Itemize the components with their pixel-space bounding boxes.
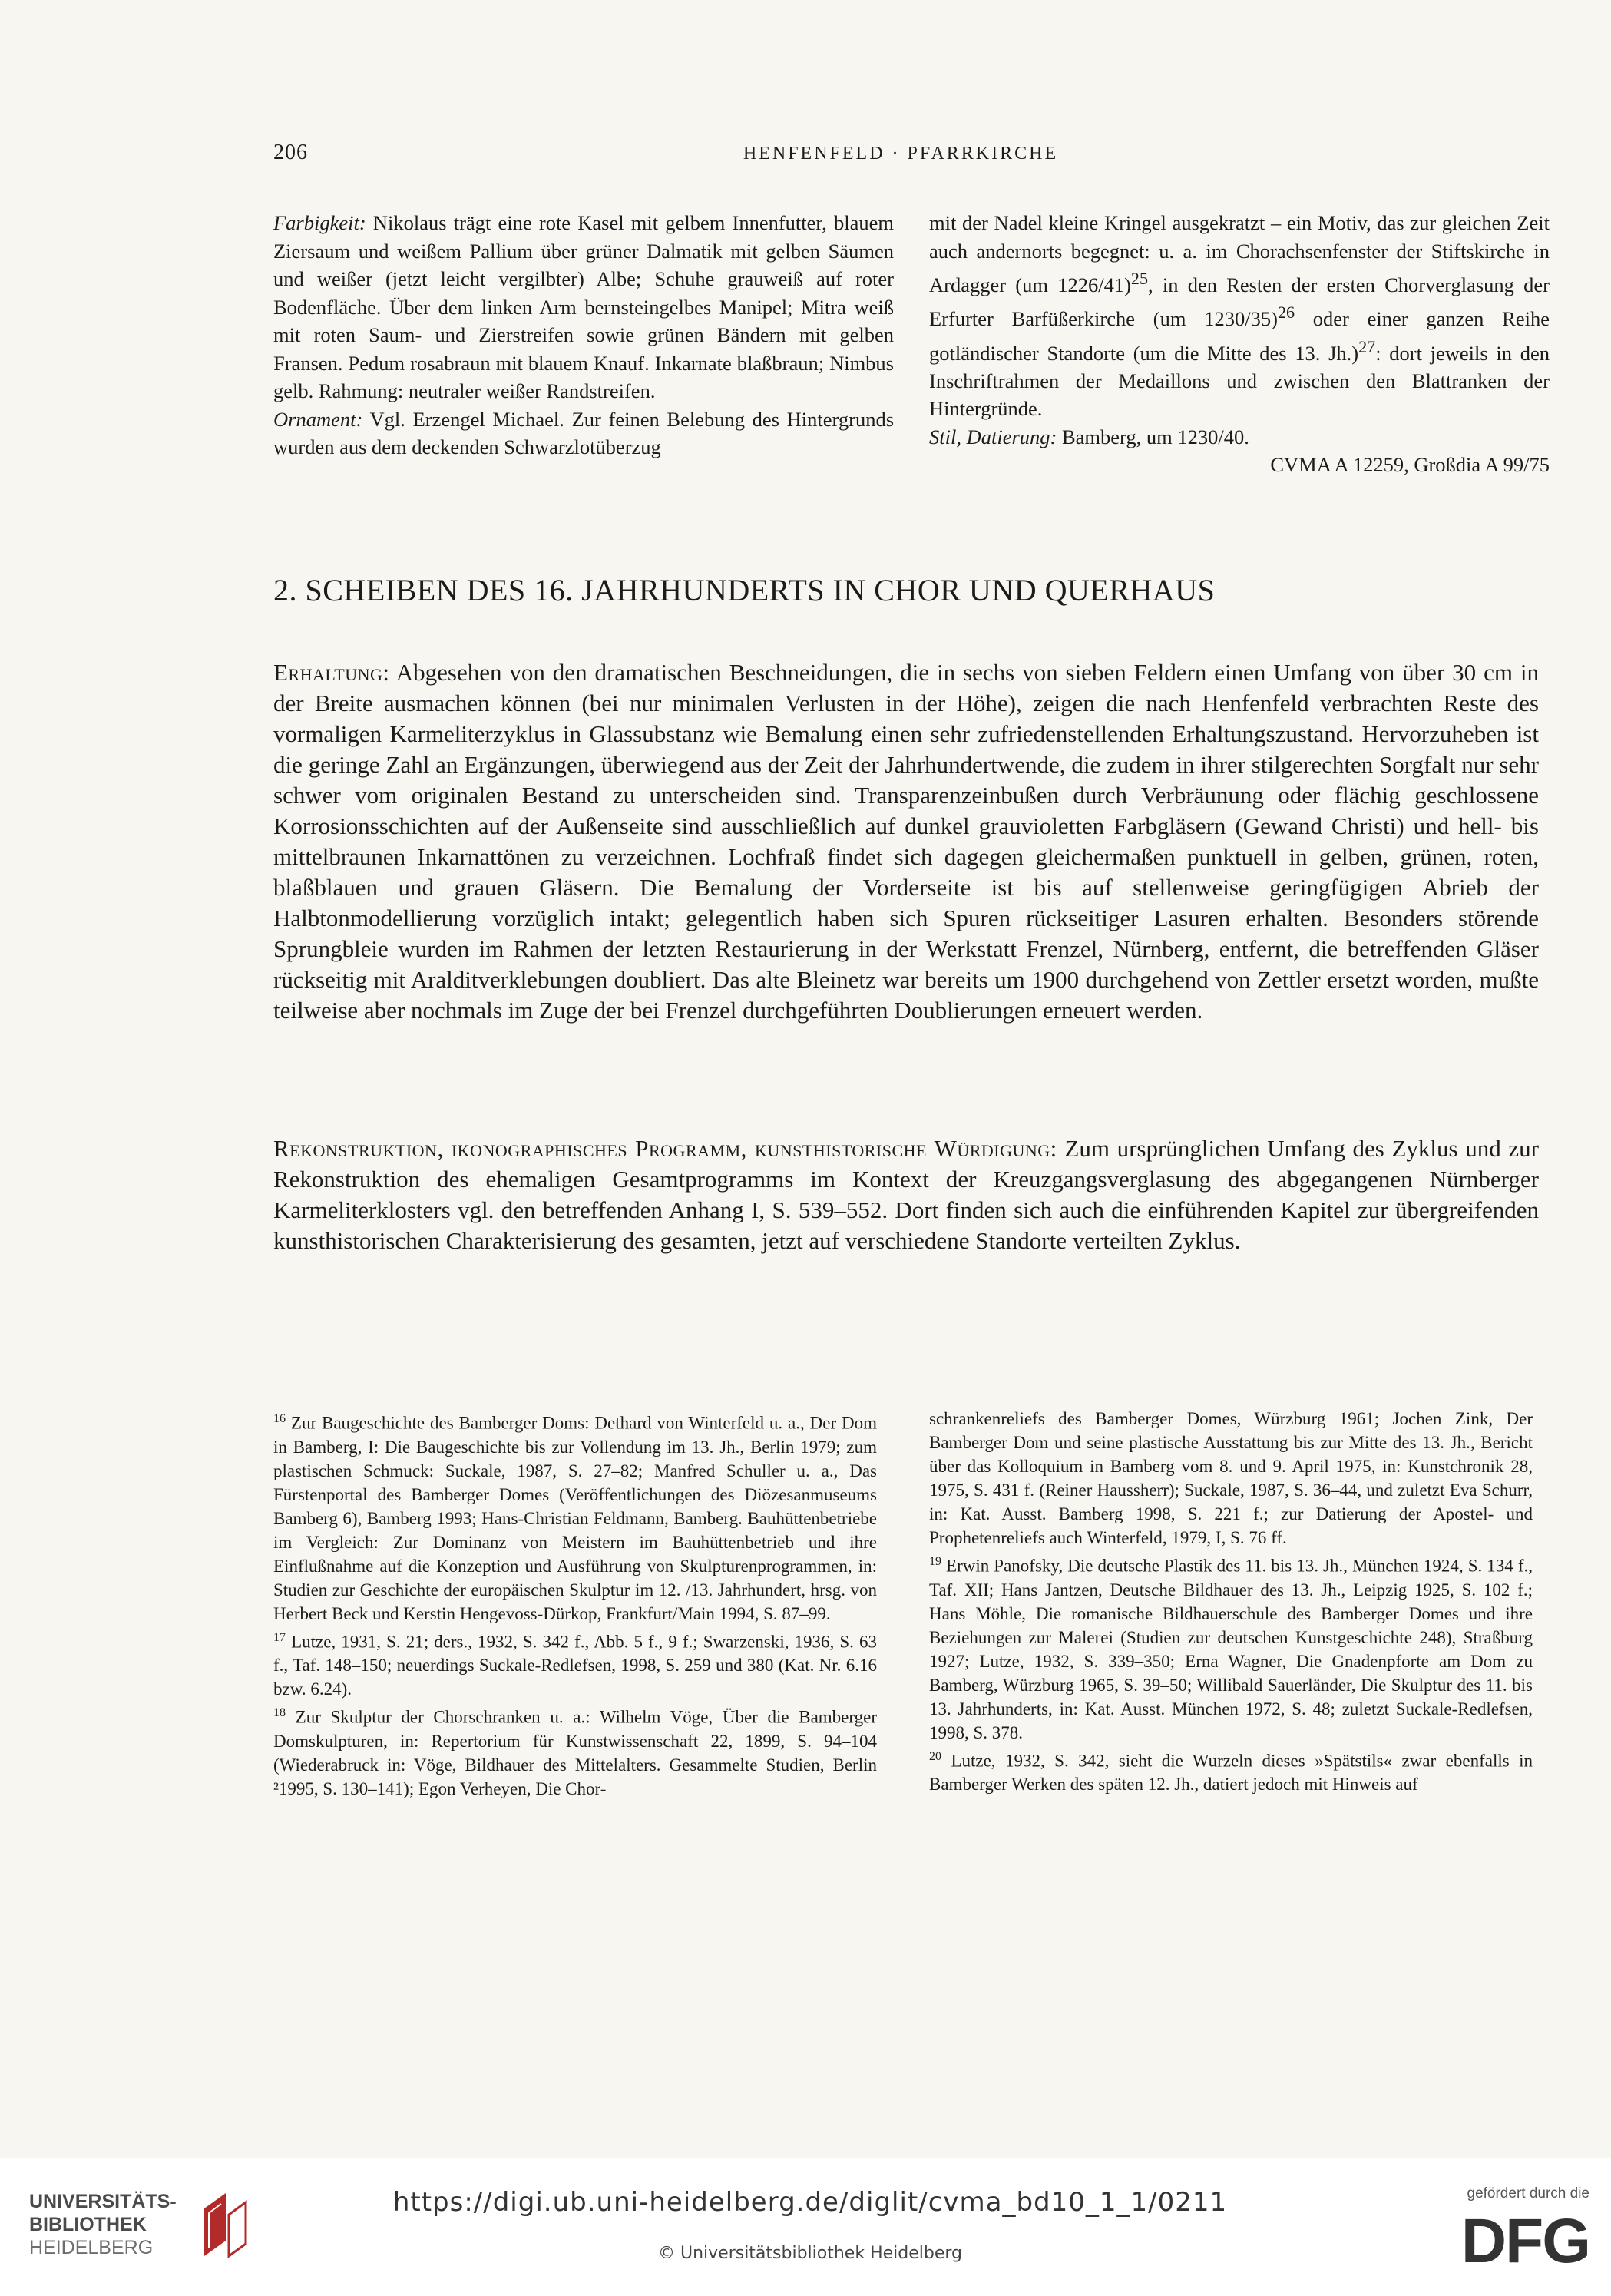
left-column (273, 209, 894, 462)
ornament-label: Ornament: (273, 407, 363, 431)
footnote-18: $^{18}$ Zur Skulptur der Chorschranken u. a.: Wilhelm Vöge, Über die Bamberger Domskulpturen, in: Repertorium für Kunstwissenschaft 22, 1899, S. 94–104 (Wiederabruck in: Vöge, Bildhauer des Mittelalters. Gesammelte Studien, Berlin ²1995, S. 130–141); Egon Verheyen, Die Chor- (273, 1706, 877, 1798)
footnote-ref-25[interactable]: 25 (1130, 269, 1148, 288)
copyright-notice: © Universitätsbibliothek Heidelberg (657, 2244, 962, 2263)
colors-text: Nikolaus trägt eine rote Kasel mit gelbem Innenfutter, blauem Ziersaum und weißem Pallium über grüner Dalmatik mit gelben Säumen und weißer (jetzt leicht vergilbter) Albe; Schuhe grauweiß auf roter Bodenfläche. Über dem linken Arm bernsteingelbes Manipel; Mitra weiß mit roten Saum- und Zierstreifen sowie grünen Bändern mit gelben Fransen. Pedum rosabraun mit blauem Knauf. Inkarnate blaßbraun; Nimbus gelb. Rahmung: neutraler weißer Randstreifen. (273, 211, 895, 402)
footnote-19: $^{19}$ Erwin Panofsky, Die deutsche Plastik des 11. bis 13. Jh., München 1924, S. 134 f., Taf. XII; Hans Jantzen, Deutsche Bildhauer des 13. Jh., Leipzig 1925, S. 102 f.; Hans Möhle, Die romanische Bildhauerschule des Bamberger Domes und ihre Beziehungen zur Malerei (Studien zur deutschen Kunstgeschichte 248), Straßburg 1927; Lutze, 1932, S. 339–350; Erna Wagner, Die Gnadenpforte am Dom zu Bamberg, Würzburg 1965, S. 39–50; Willibald Sauerländer, Die Skulptur des 11. bis 13. Jahrhunderts, in: Kat. Ausst. München 1972, S. 48; zuletzt Suckale-Redlefsen, 1998, S. 378. (929, 1555, 1533, 1742)
style-dating (929, 423, 1550, 452)
ornament-text: Vgl. Erzengel Michael. Zur feinen Belebung des Hintergrunds wurden aus dem deckenden Schwarzlotüberzug (273, 407, 895, 458)
footnote-17: $^{17}$ Lutze, 1931, S. 21; ders., 1932, S. 342 f., Abb. 5 f., 9 f.; Swarzenski, 1936, S. 63 f., Taf. 148–150; neuerdings Suckale-Redlefsen, 1998, S. 259 und 380 (Kat. Nr. 6.16 bzw. 6.24). (273, 1630, 877, 1699)
footnote-16: $^{16}$ Zur Baugeschichte des Bamberger Doms: Dethard von Winterfeld u. a., Der Dom in Bamberg, I: Die Baugeschichte bis zur Vollendung im 13. Jh., Berlin 1979; zum plastischen Schmuck: Suckale, 1987, S. 27–82; Manfred Schuller u. a., Das Fürstenportal des Bamberger Domes (Veröffentlichungen des Diözesanmuseums Bamberg 6), Bamberg 1993; Hans-Christian Feldmann, Bamberg. Bauhüttenbetriebe im Vergleich: Zur Dominanz von Meistern im Bauhüttenbetrieb und ihre Einflußnahme auf die Konzeption und Ausführung von Skulpturenprogrammen, in: Studien zur Geschichte der europäischen Skulptur im 12. /13. Jahrhundert, hrsg. von Herbert Beck und Kerstin Hengevoss-Dürkop, Frankfurt/Main 1994, S. 87–99. (273, 1412, 878, 1623)
ornament-paragraph (273, 405, 894, 462)
footnote-ref-27[interactable]: 27 (1358, 336, 1376, 356)
reconstruction-label: Rekonstruktion, ikonographisches Programm, kunsthistorische Würdigung: (273, 1135, 1057, 1162)
university-library-logo[interactable]: UNIVERSITÄTS- BIBLIOTHEK HEIDELBERG (29, 2185, 290, 2270)
cvma-reference: CVMA A 12259, Großdia A 99/75 (1270, 453, 1550, 477)
footnote-18-continued: schrankenreliefs des Bamberger Domes, Würzburg 1961; Jochen Zink, Der Bamberger Dom und seine plastische Ausstattung bis zur Mitte des 13. Jh., Bericht über das Kolloquium in Bamberg vom 8. und 9. April 1975, in: Kunstchronik 28, 1975, S. 431 f. (Reiner Haussherr); Suckale, 1987, S. 36–44, und zuletzt Eva Schurr, in: Kat. Ausst. Bamberg 1998, S. 221 f.; zur Datierung der Apostel- und Prophetenreliefs auch Winterfeld, 1979, I, S. 76 ff. (929, 1409, 1533, 1547)
colors-paragraph (273, 209, 894, 405)
dfg-logo[interactable] (1405, 2185, 1589, 2278)
permalink-url[interactable]: https://digi.ub.uni-heidelberg.de/diglit/cvma_bd10_1_1/0211 (392, 2187, 1228, 2218)
page-number: 206 (273, 141, 308, 164)
reconstruction-text: Zum ursprünglichen Umfang des Zyklus und zur Rekonstruktion des ehemaligen Gesamtprogramms im Kontext der Kreuzgangsverglasung des abgegangenen Nürnberger Karmeliterklosters vgl. den betreffenden Anhang I, S. 539–552. Dort finden sich auch die einführenden Kapitel zur übergreifenden kunsthistorischen Charakterisierung des gesamten, jetzt auf verschiedene Standorte verteilten Zyklus. (273, 1135, 1540, 1254)
footnote-20: $^{20}$ Lutze, 1932, S. 342, sieht die Wurzeln dieses »Spätstils« zwar ebenfalls in Bamberger Werken des späten 12. Jh., datiert jedoch mit Hinweis auf (929, 1749, 1533, 1795)
page-header (273, 141, 1528, 171)
style-label: Stil, Datierung: (929, 425, 1057, 448)
viewer-footer (0, 2158, 1611, 2296)
library-emblem-icon (198, 2185, 252, 2262)
dfg-wordmark: DFG (1460, 2206, 1589, 2276)
section-title: 2. SCHEIBEN DES 16. JAHRHUNDERTS IN CHOR UND QUERHAUS (273, 573, 1216, 607)
right-column (929, 209, 1550, 479)
style-text: Bamberg, um 1230/40. (1061, 425, 1249, 448)
reconstruction-paragraph (273, 1133, 1539, 1256)
footnotes-left (273, 1407, 877, 1801)
conservation-paragraph (273, 657, 1539, 1026)
footnote-ref-26[interactable]: 26 (1277, 303, 1295, 323)
funded-by-label: gefördert durch die (1467, 2185, 1589, 2202)
footnotes-right (929, 1407, 1533, 1796)
running-title: HENFENFELD · PFARRKIRCHE (743, 144, 1059, 164)
conservation-label: Erhaltung: (273, 659, 390, 686)
colors-label: Farbigkeit: (273, 211, 366, 234)
right-paragraph: mit der Nadel kleine Kringel ausgekratzt – ein Motiv, das zur gleichen Zeit auch andernorts begegnet: u. a. im Chorachsenfenster der Stiftskirche in Ardagger (um 1226/41)$^{25}$, in den Resten der ersten Chorverglasung der Erfurter Barfüßerkirche (um 1230/35)$^{26}$ oder einer ganzen Reihe gotländischer Standorte (um die Mitte des 13. Jh.)$^{27}$: dort jeweils in den Inschriftrahmen der Medaillons und zwischen den Blattranken der Hintergründe. (929, 211, 1550, 421)
conservation-text: Abgesehen von den dramatischen Beschneidungen, die in sechs von sieben Feldern einen Umfang von über 30 cm in der Breite ausmachen können (bei nur minimalen Verlusten in der Höhe), zeigen die nach Henfenfeld verbrachten Reste des vormaligen Karmeliterzyklus in Glassubstanz wie Bemalung einen sehr zufriedenstellenden Erhaltungszustand. Hervorzuheben ist die geringe Zahl an Ergänzungen, überwiegend aus der Zeit der Jahrhundertwende, die zudem in ihrer stilgerechten Sorgfalt nur sehr schwer vom originalen Bestand zu unterscheiden sind. Transparenzeinbußen durch Verbräunung oder flächig geschlossene Korrosionsschichten auf der Außenseite sind ausschließlich auf dunkel grauvioletten Farbgläsern (Gewand Christi) und hell- bis mittelbraunen Inkarnattönen zu verzeichnen. Lochfraß findet sich dagegen gleichermaßen punktuell in gelben, grünen, roten, blaßblauen und grauen Gläsern. Die Bemalung der Vorderseite ist bis auf stellenweise geringfügigen Abrieb der Halbtonmodellierung vorzüglich intakt; gelegentlich haben sich Spuren rückseitiger Lasuren erhalten. Besonders störende Sprungbleie wurden im Rahmen der letzten Restaurierung in der Werkstatt Frenzel, Nürnberg, entfernt, die betreffenden Gläser rückseitig mit Aralditverklebungen doubliert. Das alte Bleinetz war bereits um 1900 durchgehend von Zettler ersetzt worden, mußte teilweise aber nochmals im Zuge der bei Frenzel durchgeführten Doublierungen erneuert werden. (273, 659, 1539, 1024)
